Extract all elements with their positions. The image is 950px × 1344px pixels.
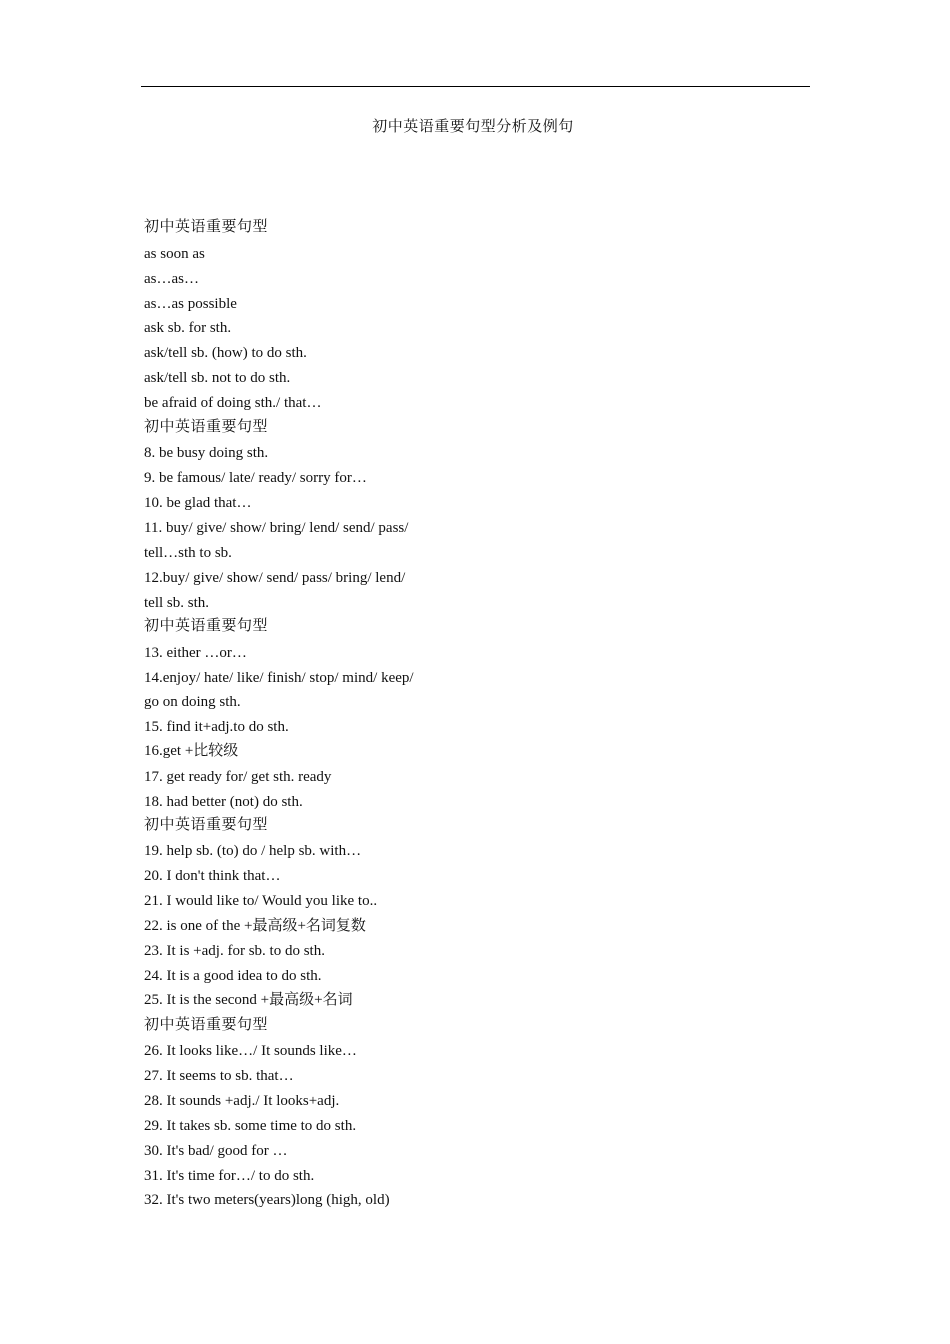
pattern-item: tell sb. sth. (144, 595, 210, 611)
section-heading: 初中英语重要句型 (144, 1017, 269, 1033)
pattern-item: as soon as (144, 246, 205, 262)
pattern-item: 10. be glad that… (144, 495, 252, 511)
pattern-item: 31. It's time for…/ to do sth. (144, 1168, 315, 1184)
pattern-item: 13. either …or… (144, 645, 247, 661)
pattern-item: 16.get +比较级 (144, 743, 239, 759)
pattern-item: 29. It takes sb. some time to do sth. (144, 1118, 357, 1134)
pattern-item: be afraid of doing sth./ that… (144, 395, 322, 411)
pattern-item: 22. is one of the +最高级+名词复数 (144, 918, 366, 934)
pattern-item: 30. It's bad/ good for … (144, 1143, 288, 1159)
header-rule (141, 86, 810, 87)
pattern-item: 32. It's two meters(years)long (high, old) (144, 1192, 390, 1208)
document-title: 初中英语重要句型分析及例句 (372, 119, 574, 135)
pattern-item: as…as… (144, 271, 199, 287)
pattern-item: 14.enjoy/ hate/ like/ finish/ stop/ mind/ keep/ (144, 670, 414, 686)
pattern-item: 25. It is the second +最高级+名词 (144, 992, 353, 1008)
pattern-item: 11. buy/ give/ show/ bring/ lend/ send/ pass/ (144, 520, 409, 536)
section-heading: 初中英语重要句型 (144, 219, 269, 235)
pattern-item: 9. be famous/ late/ ready/ sorry for… (144, 470, 367, 486)
pattern-item: 19. help sb. (to) do / help sb. with… (144, 843, 362, 859)
pattern-item: 18. had better (not) do sth. (144, 794, 303, 810)
pattern-item: ask sb. for sth. (144, 320, 232, 336)
section-heading: 初中英语重要句型 (144, 618, 269, 634)
pattern-item: 8. be busy doing sth. (144, 445, 269, 461)
pattern-item: tell…sth to sb. (144, 545, 232, 561)
section-heading: 初中英语重要句型 (144, 419, 269, 435)
pattern-item: 28. It sounds +adj./ It looks+adj. (144, 1093, 340, 1109)
pattern-item: 23. It is +adj. for sb. to do sth. (144, 943, 325, 959)
pattern-item: 24. It is a good idea to do sth. (144, 968, 322, 984)
pattern-item: 27. It seems to sb. that… (144, 1068, 294, 1084)
pattern-item: 15. find it+adj.to do sth. (144, 719, 289, 735)
section-heading: 初中英语重要句型 (144, 817, 269, 833)
pattern-item: ask/tell sb. not to do sth. (144, 370, 291, 386)
pattern-item: go on doing sth. (144, 694, 241, 710)
pattern-item: ask/tell sb. (how) to do sth. (144, 345, 307, 361)
pattern-item: 26. It looks like…/ It sounds like… (144, 1043, 357, 1059)
pattern-item: 21. I would like to/ Would you like to.. (144, 893, 378, 909)
pattern-item: 20. I don't think that… (144, 868, 281, 884)
pattern-item: 17. get ready for/ get sth. ready (144, 769, 332, 785)
pattern-item: as…as possible (144, 296, 237, 312)
pattern-item: 12.buy/ give/ show/ send/ pass/ bring/ lend/ (144, 570, 406, 586)
